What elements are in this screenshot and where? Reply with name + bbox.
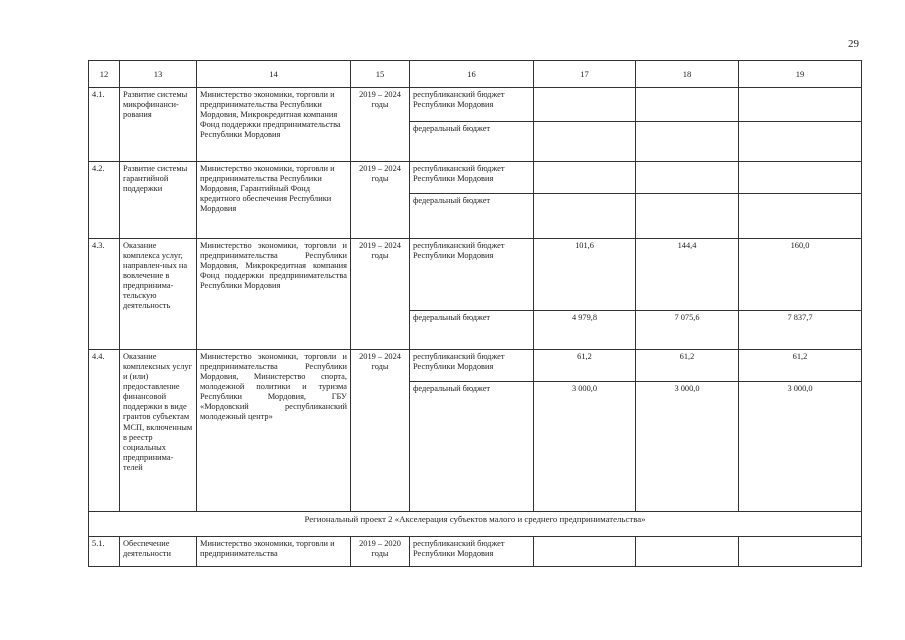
- column-header: 16: [410, 61, 534, 88]
- column-header: 12: [89, 61, 120, 88]
- value-19: [739, 162, 862, 194]
- program-table: [88, 60, 862, 567]
- period: 2019 – 2024 годы: [351, 162, 410, 239]
- budget-source: федеральный бюджет: [410, 122, 534, 162]
- value-18: 61,2: [636, 350, 739, 382]
- value-17: [534, 162, 636, 194]
- column-header: 15: [351, 61, 410, 88]
- row-number: 4.2.: [89, 162, 120, 239]
- table-row: [89, 162, 862, 194]
- budget-source: республиканский бюджет Республики Мордовия: [410, 537, 534, 567]
- activity-name: Развитие системы гарантийной поддержки: [120, 162, 197, 239]
- value-19: [739, 194, 862, 239]
- period: 2019 – 2024 годы: [351, 350, 410, 512]
- budget-source: федеральный бюджет: [410, 382, 534, 512]
- period: 2019 – 2024 годы: [351, 88, 410, 162]
- activity-name: Оказание комплексных услуг и (или) предоставление финансовой поддержки в виде грантов субъектам МСП, включенным в реестр социальных предпринима-телей: [120, 350, 197, 512]
- table-row: [89, 537, 862, 567]
- column-header: 17: [534, 61, 636, 88]
- responsible-org: Министерство экономики, торговли и предпринимательства Республики Мордовия, Микрокредитная компания Фонд поддержки предпринимательства Республики Мордовия: [197, 88, 351, 162]
- section-title: Региональный проект 2 «Акселерация субъектов малого и среднего предпринимательства»: [89, 512, 862, 537]
- value-18: [636, 88, 739, 122]
- value-18: [636, 194, 739, 239]
- row-number: 5.1.: [89, 537, 120, 567]
- budget-source: республиканский бюджет Республики Мордовия: [410, 88, 534, 122]
- budget-source: республиканский бюджет Республики Мордовия: [410, 162, 534, 194]
- budget-source: республиканский бюджет Республики Мордовия: [410, 239, 534, 311]
- value-18: [636, 162, 739, 194]
- value-18: 3 000,0: [636, 382, 739, 512]
- row-number: 4.3.: [89, 239, 120, 350]
- column-header: 19: [739, 61, 862, 88]
- budget-source: федеральный бюджет: [410, 194, 534, 239]
- value-19: [739, 88, 862, 122]
- value-17: 3 000,0: [534, 382, 636, 512]
- responsible-org: Министерство экономики, торговли и предпринимательства Республики Мордовия, Министерство спорта, молодежной политики и туризма Республики Мордовия, ГБУ «Мордовский республиканский молодежный центр»: [197, 350, 351, 512]
- value-17: [534, 88, 636, 122]
- value-17: [534, 122, 636, 162]
- activity-name: Оказание комплекса услуг, направлен-ных на вовлечение в предпринима-тельскую деятельность: [120, 239, 197, 350]
- value-18: [636, 122, 739, 162]
- value-18: [636, 537, 739, 567]
- period: 2019 – 2020 годы: [351, 537, 410, 567]
- value-19: 160,0: [739, 239, 862, 311]
- value-17: 61,2: [534, 350, 636, 382]
- table-row: [89, 88, 862, 122]
- value-18: 144,4: [636, 239, 739, 311]
- value-18: 7 075,6: [636, 311, 739, 350]
- period: 2019 – 2024 годы: [351, 239, 410, 350]
- value-17: [534, 194, 636, 239]
- activity-name: Развитие системы микрофинанси-рования: [120, 88, 197, 162]
- value-19: 7 837,7: [739, 311, 862, 350]
- section-row: [89, 512, 862, 537]
- responsible-org: Министерство экономики, торговли и предпринимательства Республики Мордовия, Микрокредитная компания Фонд поддержки предпринимательства Республики Мордовия: [197, 239, 351, 350]
- column-header-row: [89, 61, 862, 88]
- activity-name: Обеспечение деятельности: [120, 537, 197, 567]
- column-header: 18: [636, 61, 739, 88]
- table-row: [89, 350, 862, 382]
- responsible-org: Министерство экономики, торговли и предпринимательства Республики Мордовия, Гарантийный Фонд кредитного обеспечения Республики Мордовия: [197, 162, 351, 239]
- row-number: 4.1.: [89, 88, 120, 162]
- value-17: [534, 537, 636, 567]
- value-19: 61,2: [739, 350, 862, 382]
- budget-source: федеральный бюджет: [410, 311, 534, 350]
- column-header: 14: [197, 61, 351, 88]
- page-number: 29: [848, 38, 859, 50]
- value-17: 101,6: [534, 239, 636, 311]
- value-17: 4 979,8: [534, 311, 636, 350]
- column-header: 13: [120, 61, 197, 88]
- value-19: [739, 537, 862, 567]
- table-row: [89, 239, 862, 311]
- responsible-org: Министерство экономики, торговли и предпринимательства: [197, 537, 351, 567]
- value-19: 3 000,0: [739, 382, 862, 512]
- row-number: 4.4.: [89, 350, 120, 512]
- value-19: [739, 122, 862, 162]
- budget-source: республиканский бюджет Республики Мордовия: [410, 350, 534, 382]
